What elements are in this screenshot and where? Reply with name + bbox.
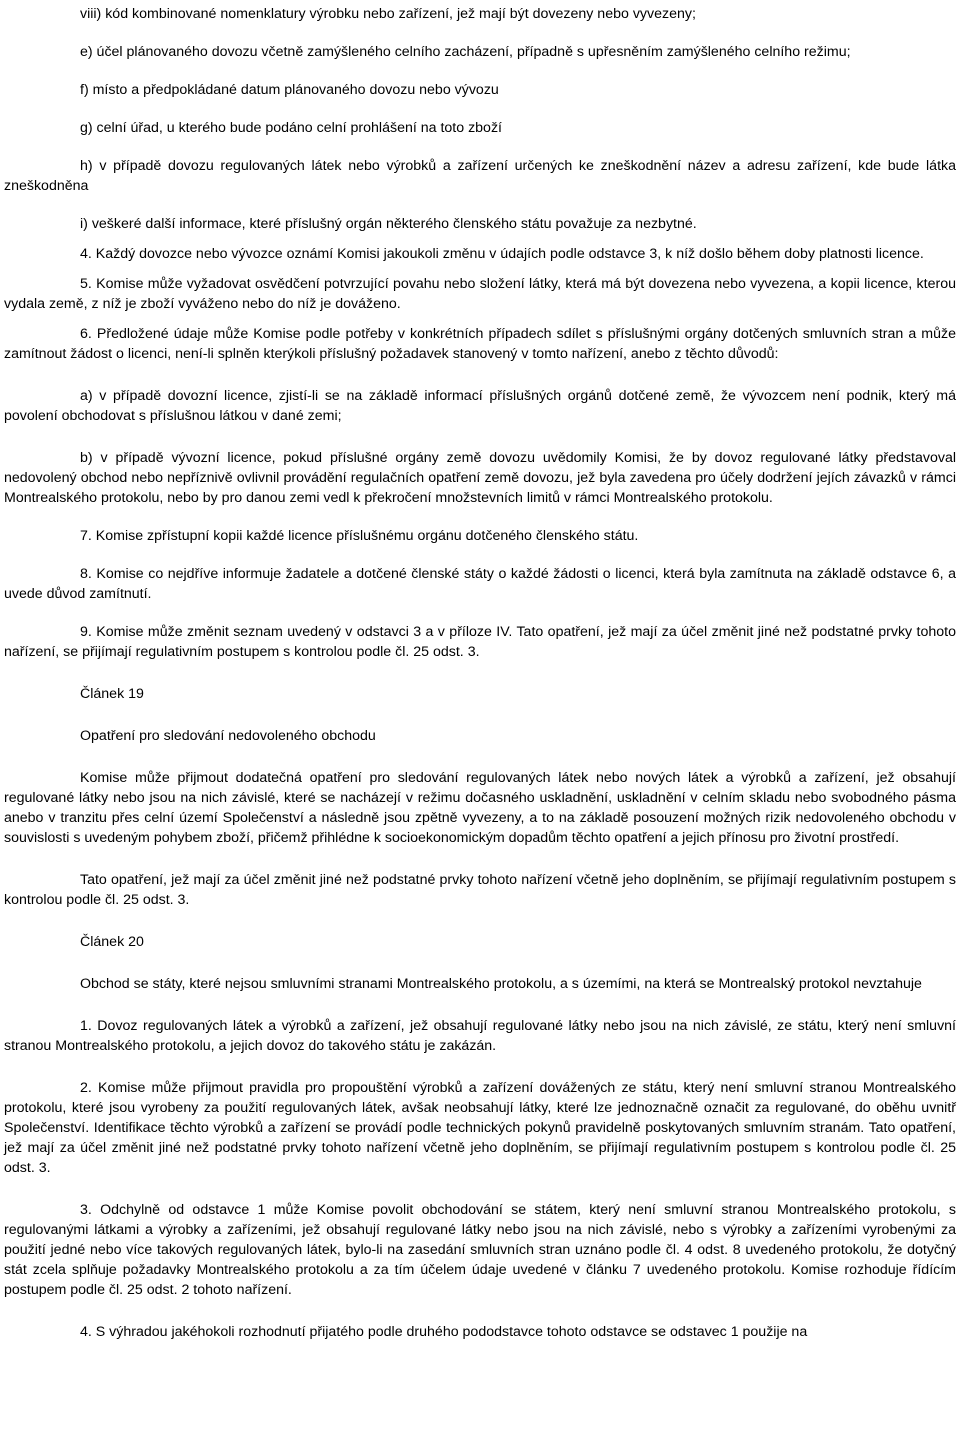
paragraph-6: 6. Předložené údaje může Komise podle potřeby v konkrétních případech sdílet s příslušnými orgány dotčených smluvních stran a může zamítnout žádost o licenci, není-li splněn kterýkoli příslušný požadavek stanovený v tomto nařízení, anebo z těchto důvodů: [4,326,956,362]
article-19-title: Opatření pro sledování nedovoleného obchodu [80,728,376,744]
item-viii: viii) kód kombinované nomenklatury výrobku nebo zařízení, jež mají být dovezeny nebo vyvezeny; [80,6,696,22]
article-20-paragraph-2: 2. Komise může přijmout pravidla pro propouštění výrobků a zařízení dovážených ze státu, který není smluvní stranou Montrealského protokolu, které jsou vyrobeny za použití regulovaných látek, avšak neobsahují látky, které lze jednoznačně označit za regulované, do oběhu uvnitř Společenství. Identifikace těchto výrobků a zařízení se provádí podle technických pokynů pravidelně poskytovaných smluvním stranám. Tato opatření, jež mají za účel změnit jiné než podstatné prvky tohoto nařízení včetně jeho doplněním, se přijímají regulativním postupem s kontrolou podle čl. 25 odst. 3. [4,1080,956,1176]
article-20-paragraph-3: 3. Odchylně od odstavce 1 může Komise povolit obchodování se státem, který není smluvní stranou Montrealského protokolu, s regulovanými látkami a výrobky a zařízeními, jež obsahují regulované látky nebo jsou na nich závislé, nebo s výrobky a zařízeními vyrobenými za použití jedné nebo více takových regulovaných látek, bylo-li na zasedání smluvních stran uznáno podle čl. 4 odst. 8 uvedeného protokolu, že dotyčný stát zcela splňuje požadavky Montrealského protokolu a za tím účelem údaje uvedené v článku 7 uvedeného protokolu. Komise rozhoduje řídícím postupem podle čl. 25 odst. 2 tohoto nařízení. [4,1202,956,1298]
article-19-procedure: Tato opatření, jež mají za účel změnit jiné než podstatné prvky tohoto nařízení včetně jeho doplněním, se přijímají regulativním postupem s kontrolou podle čl. 25 odst. 3. [4,872,956,908]
paragraph-9: 9. Komise může změnit seznam uvedený v odstavci 3 a v příloze IV. Tato opatření, jež mají za účel změnit jiné než podstatné prvky tohoto nařízení, se přijímají regulativním postupem s kontrolou podle čl. 25 odst. 3. [4,624,956,660]
item-g: g) celní úřad, u kterého bude podáno celní prohlášení na toto zboží [80,120,502,136]
paragraph-7: 7. Komise zpřístupní kopii každé licence příslušnému orgánu dotčeného členského státu. [80,528,639,544]
article-20-paragraph-4: 4. S výhradou jakéhokoli rozhodnutí přijatého podle druhého pododstavce tohoto odstavce se odstavec 1 použije na [80,1324,808,1340]
paragraph-4: 4. Každý dovozce nebo vývozce oznámí Komisi jakoukoli změnu v údajích podle odstavce 3, k níž došlo během doby platnosti licence. [80,246,924,262]
paragraph-6a: a) v případě dovozní licence, zjistí-li se na základě informací příslušných orgánů dotčené země, že vývozcem není podnik, který má povolení obchodovat s příslušnou látkou v dané zemi; [4,388,956,424]
article-19-heading: Článek 19 [80,686,144,702]
item-h: h) v případě dovozu regulovaných látek nebo výrobků a zařízení určených ke zneškodnění název a adresu zařízení, kde bude látka zneškodněna [4,158,956,194]
article-20-paragraph-1: 1. Dovoz regulovaných látek a výrobků a zařízení, jež obsahují regulované látky nebo jsou na nich závislé, ze státu, který není smluvní stranou Montrealského protokolu, a jejich dovoz do takového státu je zakázán. [4,1018,956,1054]
paragraph-5: 5. Komise může vyžadovat osvědčení potvrzující povahu nebo složení látky, která má být dovezena nebo vyvezena, a kopii licence, kterou vydala země, z níž je zboží vyváženo nebo do níž je dováženo. [4,276,956,312]
article-20-heading: Článek 20 [80,934,144,950]
article-20-title: Obchod se státy, které nejsou smluvními stranami Montrealského protokolu, a s územími, na která se Montrealský protokol nevztahuje [80,976,922,992]
article-19-body: Komise může přijmout dodatečná opatření pro sledování regulovaných látek nebo nových látek a výrobků a zařízení, jež obsahují regulované látky nebo jsou na nich závislé, které se nacházejí v režimu dočasného uskladnění, uskladnění v celním skladu nebo svobodného pásma anebo v tranzitu přes celní území Společenství a následně jsou zpětně vyvezeny, a to na základě posouzení možných rizik nedovoleného obchodu v souvislosti s uvedeným pohybem zboží, přičemž přihlédne k socioekonomickým dopadům těchto opatření a jejich přínosu pro životní prostředí. [4,770,956,846]
paragraph-8: 8. Komise co nejdříve informuje žadatele a dotčené členské státy o každé žádosti o licenci, která byla zamítnuta na základě odstavce 6, a uvede důvod zamítnutí. [4,566,956,602]
item-e: e) účel plánovaného dovozu včetně zamýšleného celního zacházení, případně s upřesněním zamýšleného celního režimu; [80,44,851,60]
paragraph-6b: b) v případě vývozní licence, pokud příslušné orgány země dovozu uvědomily Komisi, že by dovoz regulované látky představoval nedovolený obchod nebo nepříznivě ovlivnil provádění regulačních opatření země dovozu, jež byla zavedena pro účely dodržení jejích závazků v rámci Montrealského protokolu, nebo by pro danou zemi vedl k překročení množstevních limitů v rámci Montrealského protokolu. [4,450,956,506]
item-i: i) veškeré další informace, které příslušný orgán některého členského státu považuje za nezbytné. [80,216,697,232]
item-f: f) místo a předpokládané datum plánovaného dovozu nebo vývozu [80,82,499,98]
